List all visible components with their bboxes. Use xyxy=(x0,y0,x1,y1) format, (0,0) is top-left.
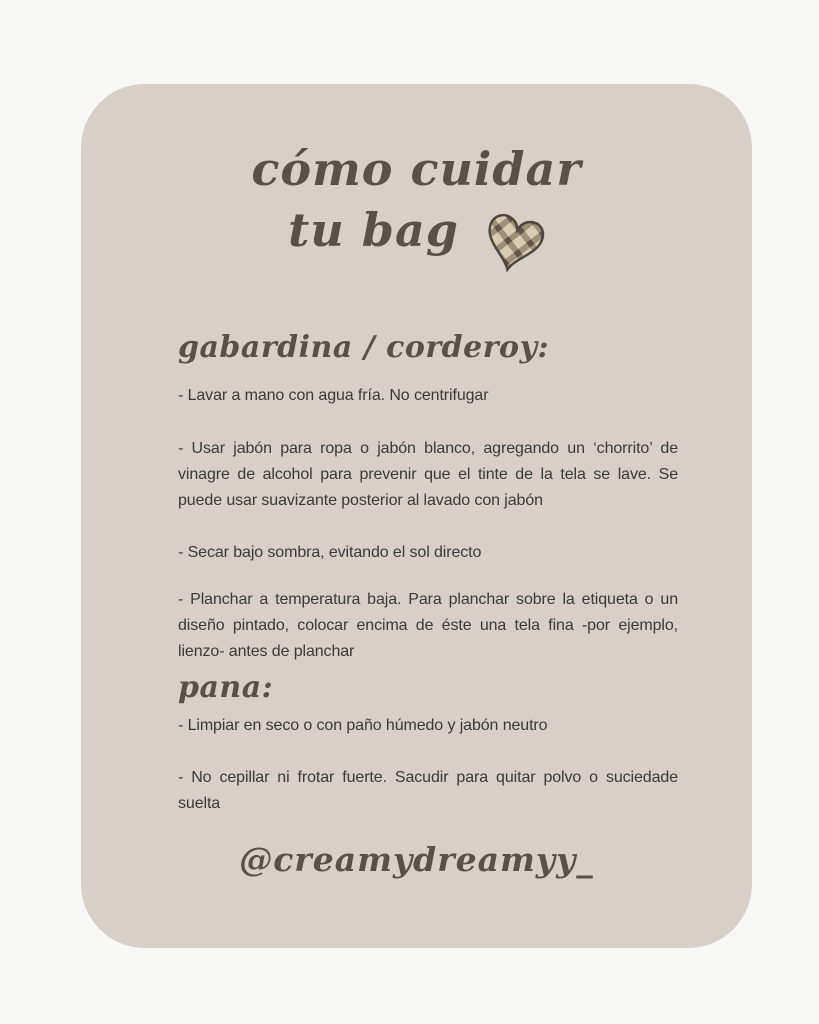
section-heading-gabardina-corderoy: gabardina / corderoy: xyxy=(178,330,550,365)
care-instruction-item: - Lavar a mano con agua fría. No centrifugar xyxy=(178,387,489,404)
title-line-2: tu bag xyxy=(288,203,459,258)
care-instruction-item: - Limpiar en seco o con paño húmedo y jabón neutro xyxy=(178,717,548,734)
section-heading-pana: pana: xyxy=(178,670,274,705)
care-card xyxy=(81,84,752,948)
plaid-heart-icon xyxy=(478,208,548,278)
instagram-handle: @creamydreamyy_ xyxy=(239,840,594,879)
care-instruction-item: - Secar bajo sombra, evitando el sol directo xyxy=(178,544,482,561)
care-instruction-item: - No cepillar ni frotar fuerte. Sacudir para quitar polvo o suciedade suelta xyxy=(178,769,678,812)
care-instruction-item: - Planchar a temperatura baja. Para planchar sobre la etiqueta o un diseño pintado, colocar encima de éste una tela fina -por ejemplo, lienzo- antes de planchar xyxy=(178,591,678,660)
title-line-2-row xyxy=(81,203,752,275)
care-instruction-item: - Usar jabón para ropa o jabón blanco, agregando un ‘chorrito’ de vinagre de alcohol para prevenir que el tinte de la tela se lave. Se puede usar suavizante posterior al lavado con jabón xyxy=(178,440,678,509)
title-line-1: cómo cuidar xyxy=(251,142,582,196)
card-title xyxy=(81,142,752,275)
